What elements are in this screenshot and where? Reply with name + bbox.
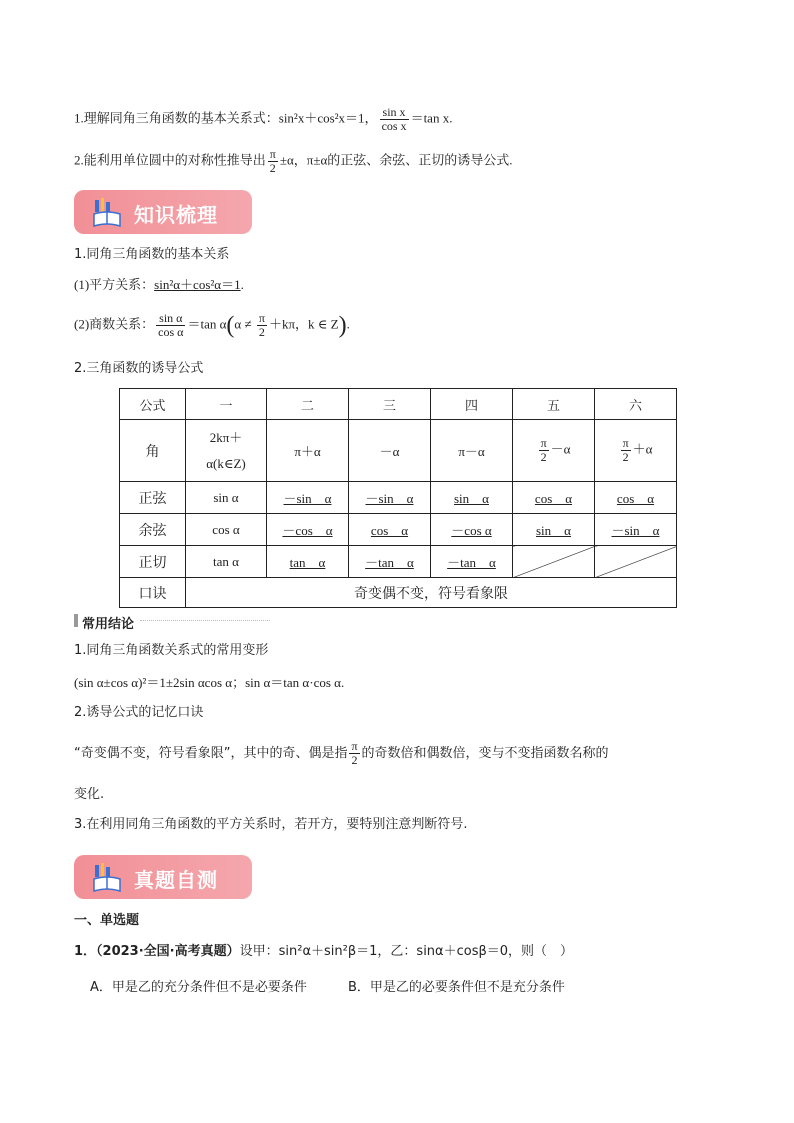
book-icon	[92, 196, 122, 228]
knowledge-heading-1: 1.同角三角函数的基本关系	[74, 247, 230, 262]
table-row-tan: 正切 tan α tan α －tan α －tan α	[120, 546, 677, 578]
option-b[interactable]: B．甲是乙的必要条件但不是充分条件	[348, 980, 565, 995]
divider	[140, 620, 270, 621]
empty-cell-slash	[513, 546, 595, 578]
table-row-cos: 余弦 cos α －cos α cos α －cos α sin α －sin α	[120, 514, 677, 546]
fraction-pi-over-2: $\frac{\pi}{2}$	[269, 147, 276, 175]
fraction-sinx-cosx: $\frac{\text{sin x}}{\text{cos x}}$	[381, 105, 407, 133]
table-row-mnemonic: 口诀 奇变偶不变，符号看象限	[120, 578, 677, 608]
exam-section-title: 一、单选题	[74, 913, 140, 928]
book-icon	[92, 861, 122, 893]
common-item-3: 3.在利用同角三角函数的平方关系时，若开方，要特别注意判断符号.	[74, 817, 468, 832]
induction-formula-table	[119, 388, 677, 608]
common-item-2-text-cont: 变化.	[74, 787, 105, 802]
objective-2: 2.能利用单位圆中的对称性推导出 $\frac{\pi}{2}$ ±α，π±α的正弦、余弦、正切的诱导公式.	[74, 147, 513, 175]
quotient-relation: (2)商数关系： $\frac{\text{sin α}}{\text{cos α}}$ ＝tan α(α ≠ $\frac{\pi}{2}$ ＋kπ，k ∈ Z).	[74, 311, 350, 339]
table-row-angle: 角 2kπ＋ α(k∈Z) π＋α －α π－α $\frac{\pi}{2}$ －α $\frac{\pi}{2}$ ＋α	[120, 420, 677, 482]
table-header-row: 公式 一 二 三 四 五 六	[120, 389, 677, 420]
section-banner-exam: 真题自测	[74, 855, 252, 899]
question-1: 1．（2023·全国·高考真题）设甲：sin²α＋sin²β＝1，乙：sinα＋cosβ＝0，则（ ）	[74, 944, 574, 959]
common-conclusions-title: 常用结论	[82, 617, 135, 632]
common-item-2-text: “奇变偶不变，符号看象限”，其中的奇、偶是指 $\frac{\pi}{2}$ 的奇数倍和偶数倍，变与不变指函数名称的	[74, 739, 609, 767]
section-banner-knowledge: 知识梳理	[74, 190, 252, 234]
empty-cell-slash	[595, 546, 677, 578]
knowledge-heading-2: 2.三角函数的诱导公式	[74, 361, 204, 376]
common-item-2: 2.诱导公式的记忆口诀	[74, 705, 204, 720]
square-relation: (1)平方关系：sin²α＋cos²α＝1.	[74, 277, 244, 292]
objective-1: 1.理解同角三角函数的基本关系式：sin²x＋cos²x＝1， $\frac{\text{sin x}}{\text{cos x}}$ ＝tan x.	[74, 105, 453, 133]
option-a[interactable]: A．甲是乙的充分条件但不是必要条件	[90, 980, 307, 995]
common-formula-1: (sin α±cos α)²＝1±2sin αcos α；sin α＝tan α·cos α.	[74, 675, 345, 690]
section-marker	[74, 614, 78, 627]
table-row-sin: 正弦 sin α －sin α －sin α sin α cos α cos α	[120, 482, 677, 514]
common-item-1: 1.同角三角函数关系式的常用变形	[74, 643, 269, 658]
